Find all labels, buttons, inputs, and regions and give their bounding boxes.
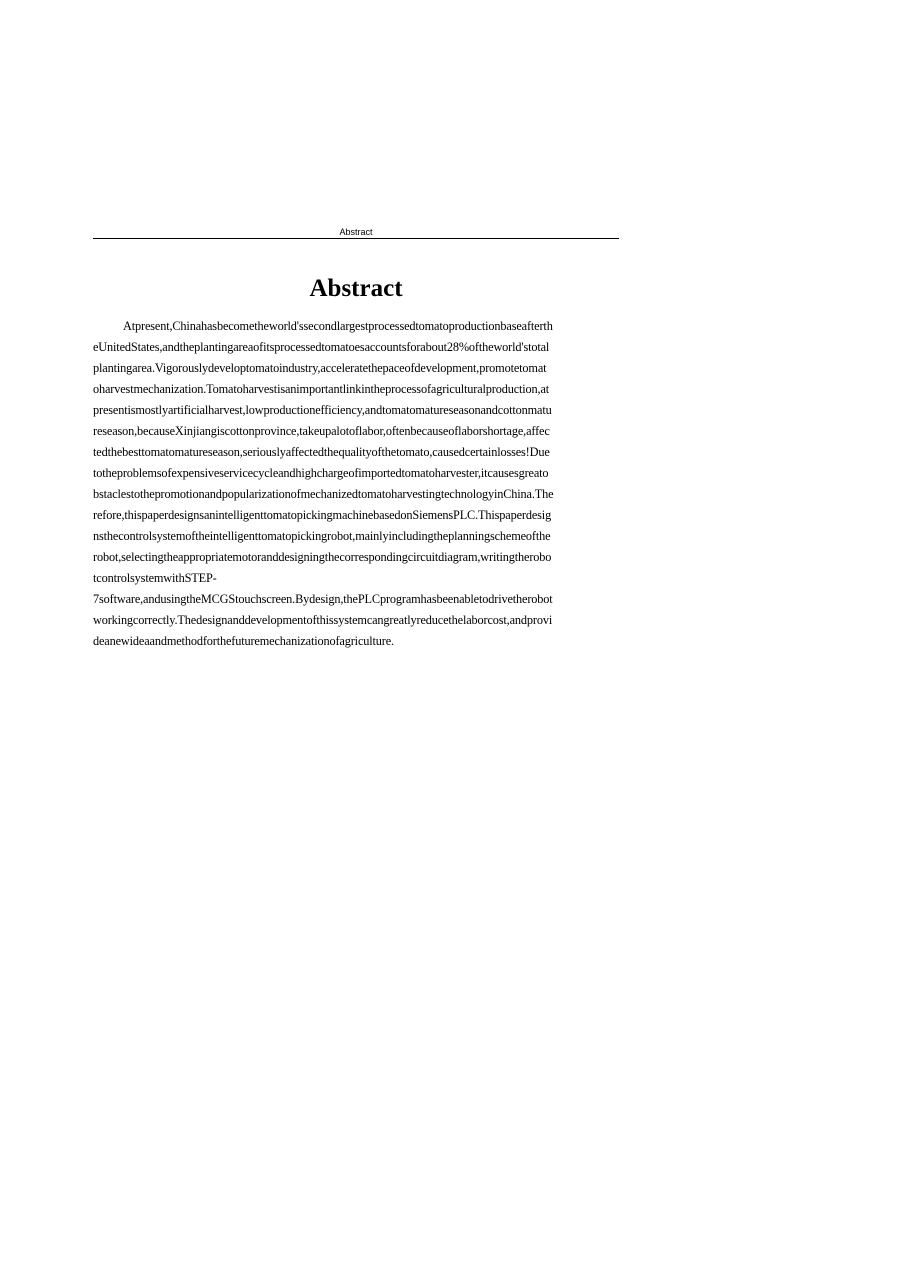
abstract-line: Atpresent,Chinahasbecometheworld'ssecondlargestprocessedtomatoproductionbaseafterth xyxy=(123,319,553,333)
abstract-line: deanewideaandmethodforthefuturemechanizationofagriculture. xyxy=(93,634,394,648)
abstract-line: nsthecontrolsystemoftheintelligenttomatopickingrobot,mainlyincludingtheplanningschemeofthe xyxy=(93,529,551,543)
running-header xyxy=(93,227,619,239)
abstract-line: reseason,becauseXinjiangiscottonprovince,takeupalotoflabor,oftenbecauseoflaborshortage,affec xyxy=(93,424,550,438)
running-header-title: Abstract xyxy=(339,227,373,237)
abstract-line: oharvestmechanization.Tomatoharvestisanimportantlinkintheprocessofagriculturalproduction,at xyxy=(93,382,550,396)
abstract-line: robot,selectingtheappropriatemotoranddesigningthecorrespondingcircuitdiagram,writingtherobo xyxy=(93,550,552,564)
abstract-line: tedthebesttomatomatureseason,seriouslyaffectedthequalityofthetomato,causedcertainlosses!Due xyxy=(93,445,550,459)
abstract-line: bstaclestothepromotionandpopularizationofmechanizedtomatoharvestingtechnologyinChina.The xyxy=(93,487,554,501)
abstract-line: plantingarea.Vigorouslydeveloptomatoindustry,acceleratethepaceofdevelopment,promotetomat xyxy=(93,361,547,375)
abstract-line: eUnitedStates,andtheplantingareaofitsprocessedtomatoesaccountsforabout28%oftheworld'stotal xyxy=(93,340,550,354)
abstract-title: Abstract xyxy=(309,275,403,302)
abstract-line: presentismostlyartificialharvest,lowproductionefficiency,andtomatomatureseasonandcottonmatu xyxy=(93,403,552,417)
abstract-line: refore,thispaperdesignsanintelligenttomatopickingmachinebasedonSiemensPLC.Thispaperdesig xyxy=(93,508,552,522)
abstract-body xyxy=(93,316,619,652)
abstract-line: workingcorrectly.Thedesignanddevelopmentofthissystemcangreatlyreducethelaborcost,andprovi xyxy=(93,613,553,627)
abstract-line: totheproblemsofexpensiveservicecycleandhighchargeofimportedtomatoharvester,itcausesgreato xyxy=(93,466,549,480)
abstract-line: tcontrolsystemwithSTEP- xyxy=(93,571,217,585)
abstract-line: 7software,andusingtheMCGStouchscreen.Bydesign,thePLCprogramhasbeenabletodrivetherobot xyxy=(93,592,553,606)
